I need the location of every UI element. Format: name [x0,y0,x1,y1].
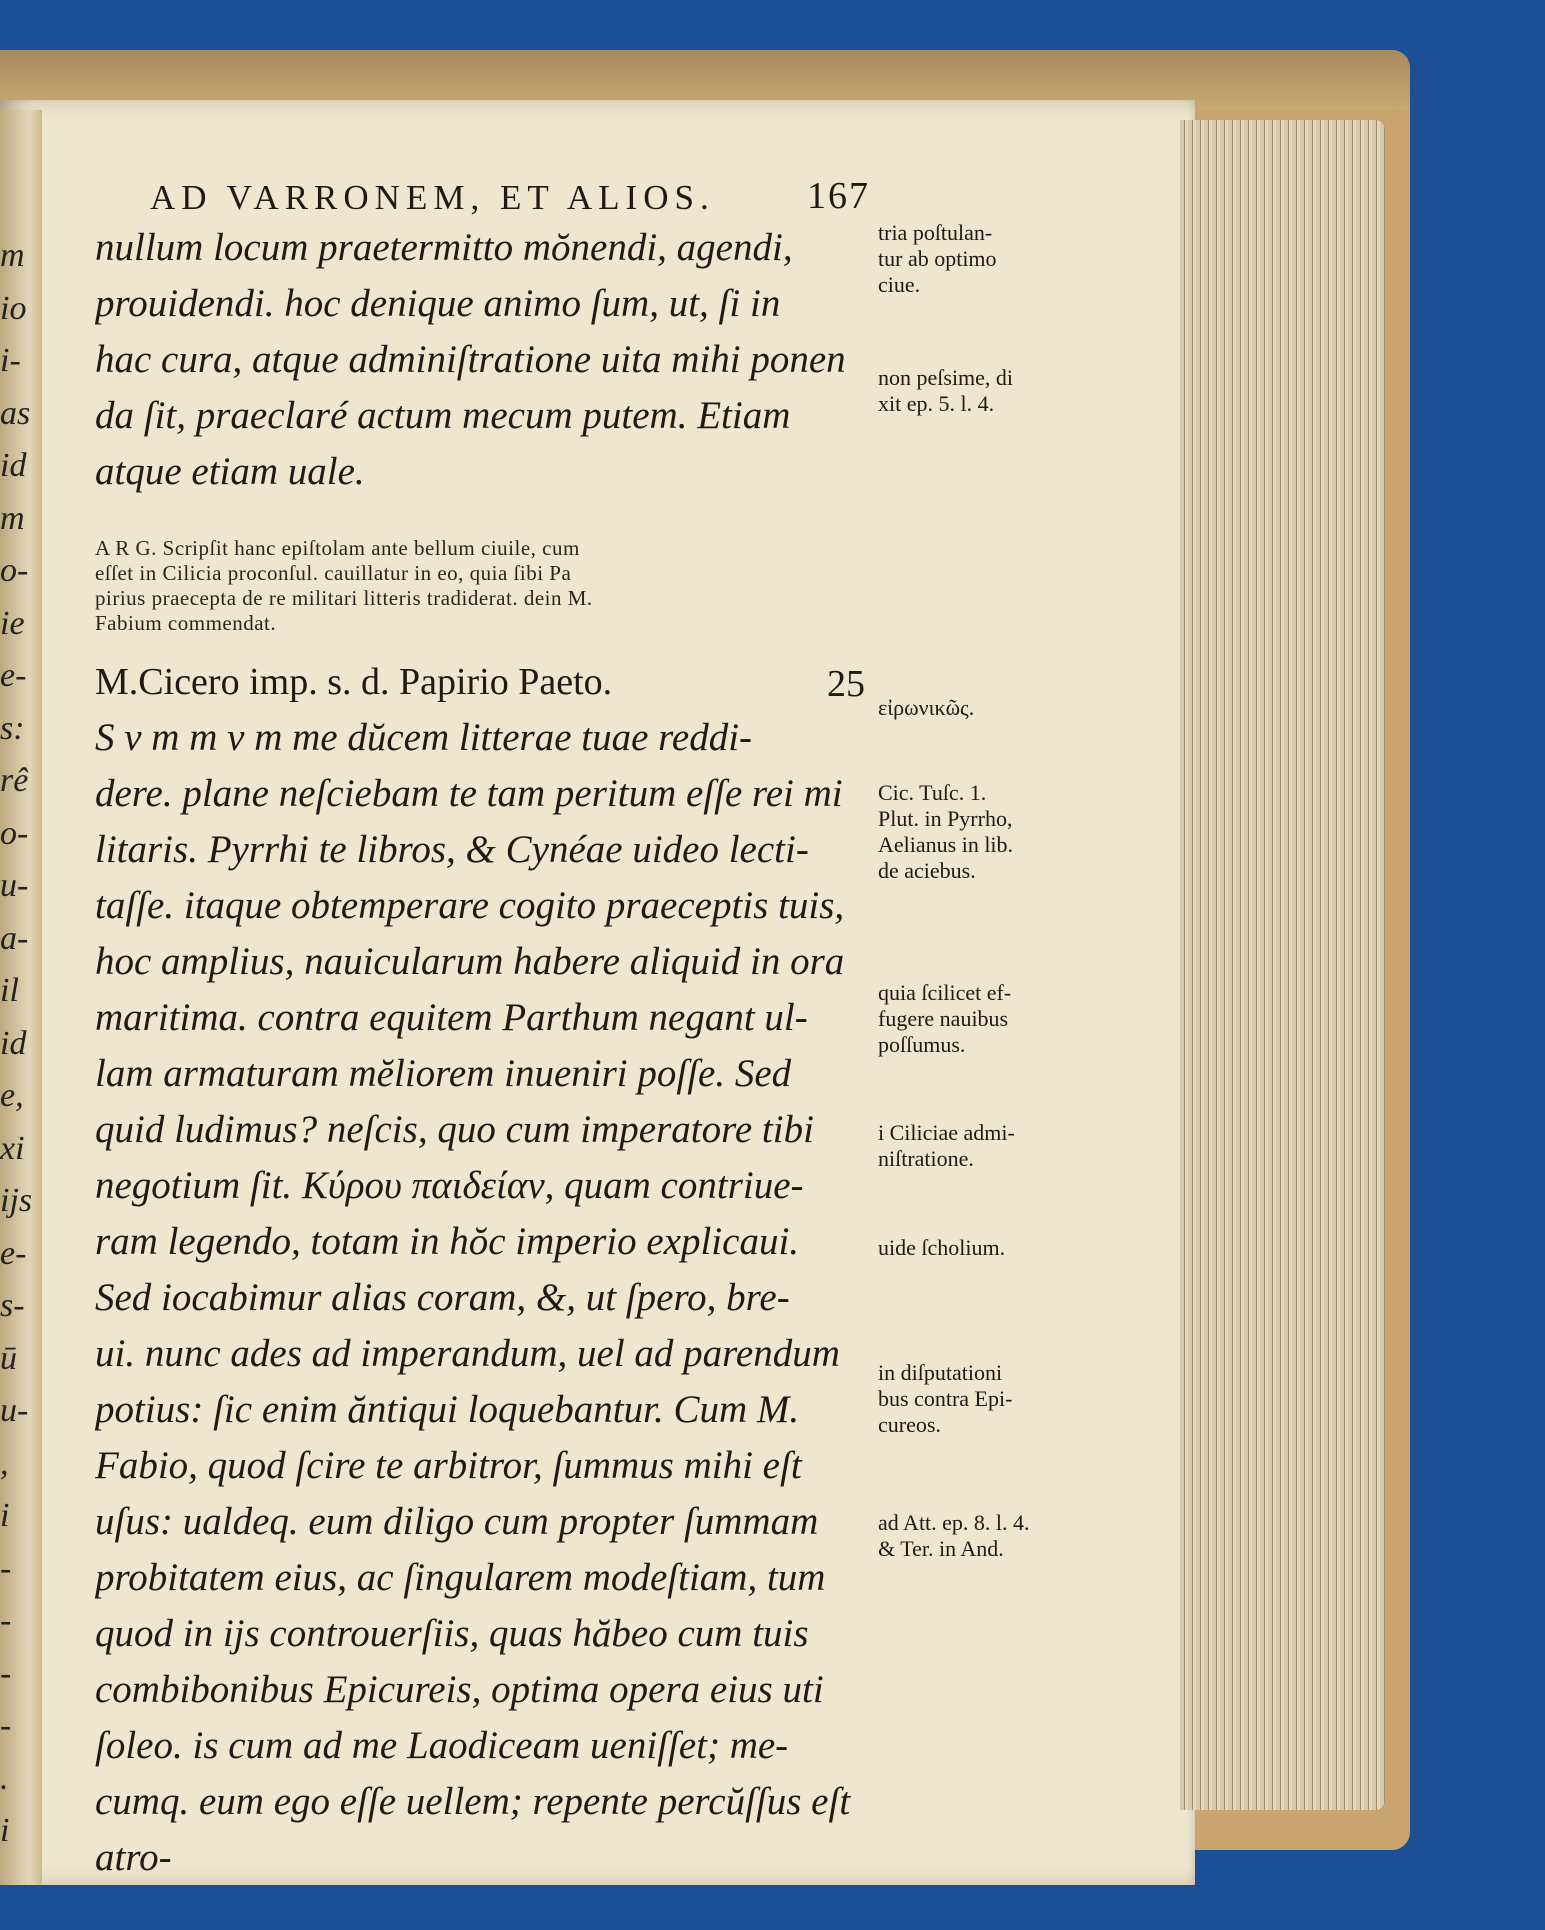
left-margin-fragment: u- [0,1392,29,1429]
page-fore-edge [1180,120,1385,1810]
margin-note-line: εἰρωνικῶς. [878,695,975,720]
left-margin-fragment: il [0,972,19,1009]
left-margin-fragment: s: [0,709,25,747]
margin-note-line: niſtratione. [878,1146,974,1171]
left-margin-fragment: , [0,1444,9,1482]
text-line: probitatem eius, ac ſingularem modeſtiam, tum [95,1556,826,1599]
margin-note-line: & Ter. in And. [878,1536,1004,1561]
left-margin-fragment: i [0,1812,10,1849]
text-line: Fabio, quod ſcire te arbitror, ſummus mihi eſt [95,1444,802,1487]
left-margin-fragment: ijs [0,1182,33,1219]
margin-note-line: ad Att. ep. 8. l. 4. [878,1510,1030,1535]
left-margin-fragment: ū [0,1339,17,1377]
text-line: uſus: ualdeq. eum diligo cum propter ſummam [95,1500,819,1543]
margin-note [878,695,1098,721]
margin-note-line: tria poſtulan- [878,220,993,245]
margin-note-line: Aelianus in lib. [878,832,1014,857]
text-line: maritima. contra equitem Parthum negant ul- [95,996,808,1039]
margin-note [878,1235,1098,1261]
argument-line: Fabium commendat. [95,611,277,635]
letter-heading-text: M.Cicero imp. s. d. Papirio Paeto. [95,661,613,703]
left-margin-fragment: as [0,394,31,432]
left-margin-fragment: s- [0,1287,25,1324]
left-margin-fragment: id [0,447,27,484]
text-line: S v m m v m me dŭcem litterae tuae reddi- [95,716,753,759]
opening-lines [95,220,875,500]
text-line: potius: ſic enim ăntiqui loquebantur. Cum M. [95,1388,800,1431]
left-margin-fragment: m [0,237,25,274]
margin-note-line: ciue. [878,272,921,297]
left-margin-fragment: o- [0,552,29,589]
margin-note-line: Cic. Tuſc. 1. [878,780,987,805]
left-margin-fragment: id [0,1024,27,1062]
text-line: Sed iocabimur alias coram, &, ut ſpero, bre- [95,1276,790,1319]
margin-note [878,780,1098,884]
argument-paragraph [95,536,875,636]
argument-line: eſſet in Cilicia proconſul. cauillatur in eo, quia ſibi Pa [95,561,572,585]
margin-note-line: i Ciliciae admi- [878,1120,1015,1145]
left-margin-fragment: i- [0,342,21,379]
running-head [150,175,870,218]
margin-note-line: fugere nauibus [878,1006,1009,1031]
left-page-margin-text [0,230,40,1858]
margin-note-line: uide ſcholium. [878,1235,1006,1260]
text-line: ram legendo, totam in hŏc imperio explicaui. [95,1220,800,1263]
text-line: dere. plane neſciebam te tam peritum eſſe rei mi [95,772,843,815]
left-margin-fragment: i [0,1497,10,1534]
text-line: ſoleo. is cum ad me Laodiceam ueniſſet; me- [95,1724,789,1767]
left-margin-fragment: a- [0,919,29,957]
margin-note [878,1360,1098,1438]
text-line: cumq. eum ego eſſe uellem; repente percŭſſus eſt [95,1780,851,1823]
margin-note-line: in diſputationi [878,1360,1003,1385]
left-margin-fragment: e, [0,1077,24,1114]
left-margin-fragment: - [0,1602,12,1639]
margin-note-line: de aciebus. [878,858,976,883]
left-margin-fragment: xi [0,1129,25,1167]
text-line: quid ludimus? neſcis, quo cum imperatore tibi [95,1108,814,1151]
left-margin-fragment: e- [0,1234,27,1272]
margin-note-line: poſſumus. [878,1032,966,1057]
left-margin-fragment: . [0,1759,9,1797]
text-line: atque etiam uale. [95,450,365,493]
margin-note-line: Plut. in Pyrrho, [878,806,1013,831]
text-line: atro- [95,1836,172,1879]
text-line: ui. nunc ades ad imperandum, uel ad parendum [95,1332,840,1375]
left-margin-fragment: e- [0,657,27,694]
text-line: quod in ijs controuerſiis, quas hăbeo cum tuis [95,1612,809,1655]
text-line: taſſe. itaque obtemperare cogito praeceptis tuis, [95,884,845,927]
argument-line: pirius praecepta de re militari litteris tradiderat. dein M. [95,586,593,610]
text-line: prouidendi. hoc denique animo ſum, ut, ſi in [95,282,781,325]
margin-note [878,365,1098,417]
page-number: 167 [807,175,870,217]
margin-note [878,1510,1098,1562]
argument-line: A R G. Scripſit hanc epiſtolam ante bellum ciuile, cum [95,536,580,560]
left-margin-fragment: m [0,499,25,537]
text-line: combibonibus Epicureis, optima opera eius uti [95,1668,824,1711]
letter-body [95,710,875,1886]
text-line: lam armaturam mĕliorem inueniri poſſe. Sed [95,1052,792,1095]
margin-note-line: tur ab optimo [878,246,997,271]
margin-note-line: xit ep. 5. l. 4. [878,391,995,416]
left-margin-fragment: - [0,1707,12,1744]
left-margin-fragment: ie [0,604,25,642]
margin-note [878,980,1098,1058]
margin-note-line: cureos. [878,1412,941,1437]
margin-note-line: bus contra Epi- [878,1386,1013,1411]
left-margin-fragment: rê [0,762,29,799]
text-line: hac cura, atque adminiſtratione uita mihi ponen [95,338,846,381]
text-line: litaris. Pyrrhi te libros, & Cynéae uideo lecti- [95,828,809,871]
letter-heading [95,654,875,710]
text-line: hoc amplius, nauicularum habere aliquid in ora [95,940,845,983]
main-text-block [95,220,875,1886]
text-line: nullum locum praetermitto mŏnendi, agendi, [95,226,793,269]
margin-note-line: quia ſcilicet ef- [878,980,1012,1005]
left-margin-fragment: o- [0,814,29,852]
text-line: da ſit, praeclaré actum mecum putem. Etiam [95,394,791,437]
left-margin-fragment: - [0,1654,12,1692]
letter-number: 25 [827,663,865,705]
text-line: negotium ſit. Κύρου παιδείαν, quam contriue- [95,1164,804,1207]
margin-note-line: non peſsime, di [878,365,1014,390]
left-margin-fragment: - [0,1549,12,1587]
margin-note [878,1120,1098,1172]
running-head-title: AD VARRONEM, ET ALIOS. [150,178,715,217]
left-margin-fragment: io [0,289,27,327]
margin-note [878,220,1098,298]
left-margin-fragment: u- [0,867,29,904]
